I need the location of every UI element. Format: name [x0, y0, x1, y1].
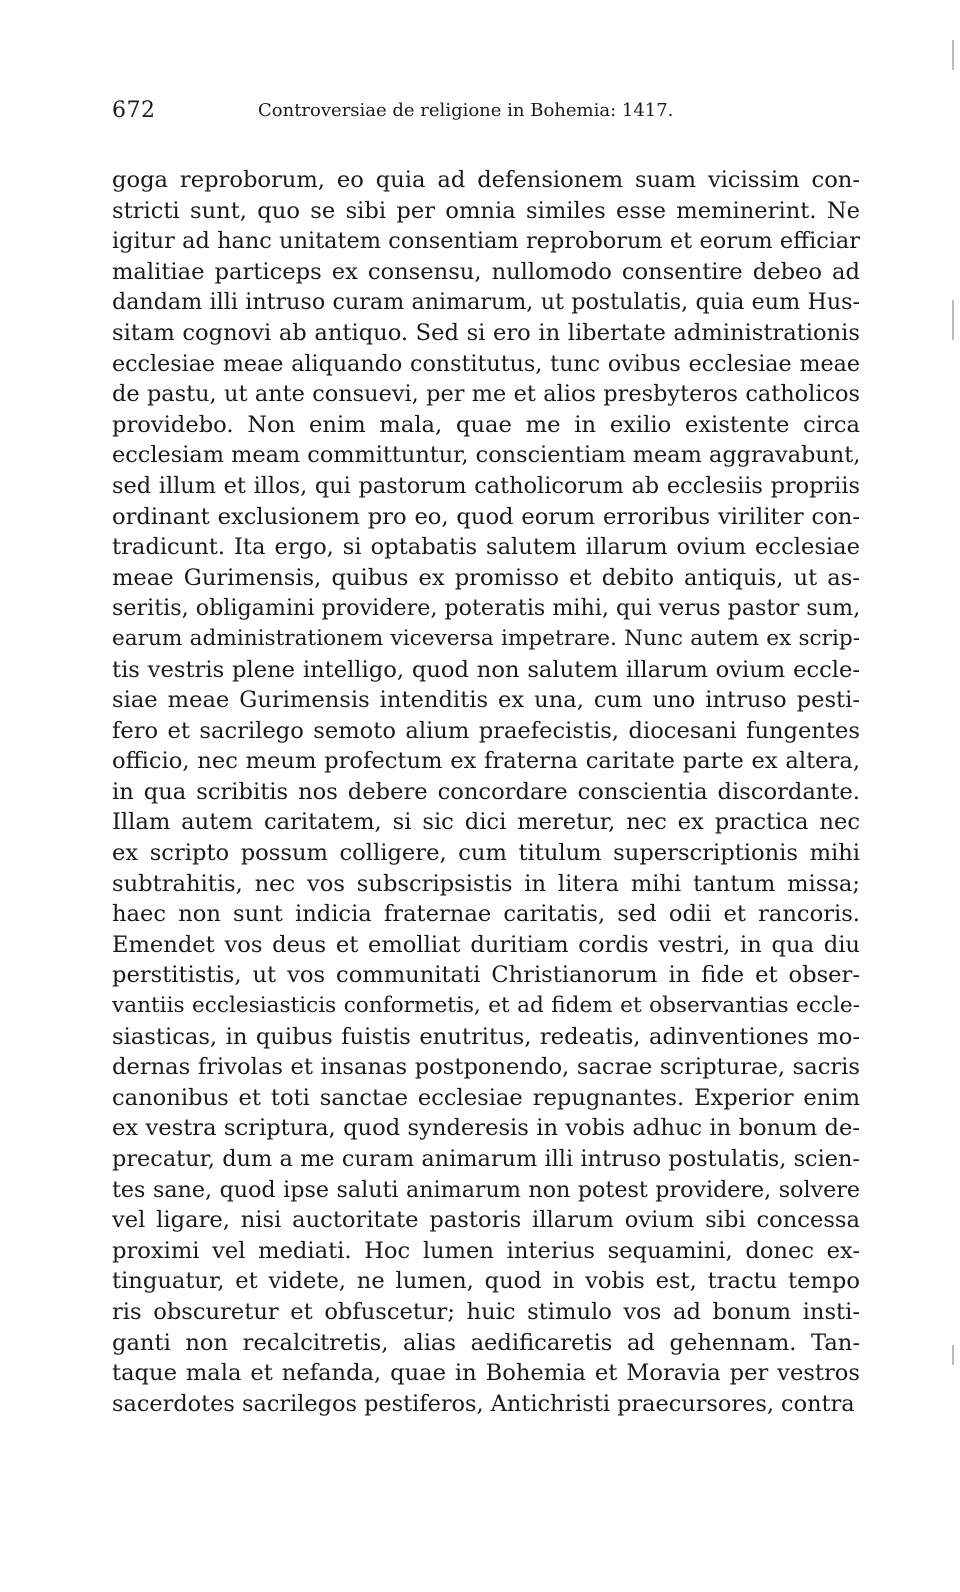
text-line: earum administrationem viceversa impetrare. Nunc autem ex scrip- — [112, 625, 860, 651]
text-line: dernas frivolas et insanas postponendo, sacrae scripturae, sacris — [112, 1054, 860, 1081]
text-line: tradicunt. Ita ergo, si optabatis salutem illarum ovium ecclesiae — [112, 534, 860, 561]
text-line: ex vestra scriptura, quod synderesis in vobis adhuc in bonum de- — [112, 1115, 860, 1142]
text-line: tis vestris plene intelligo, quod non salutem illarum ovium eccle- — [112, 656, 860, 683]
text-line: haec non sunt indicia fraternae caritatis, sed odii et rancoris. — [112, 901, 860, 928]
text-line: goga reproborum, eo quia ad defensionem suam vicissim con- — [112, 167, 860, 193]
text-line: subtrahitis, nec vos subscripsistis in litera mihi tantum missa; — [112, 870, 860, 897]
text-line: meae Gurimensis, quibus ex promisso et debito antiquis, ut as- — [112, 564, 860, 591]
text-line: precatur, dum a me curam animarum illi intruso postulatis, scien- — [112, 1146, 860, 1172]
text-line: providebo. Non enim mala, quae me in exilio existente circa — [112, 411, 860, 438]
text-line: ganti non recalcitretis, alias aedificaretis ad gehennam. Tan- — [112, 1329, 860, 1356]
text-line: igitur ad hanc unitatem consentiam reproborum et eorum efficiar — [112, 228, 860, 255]
text-line: dandam illi intruso curam animarum, ut postulatis, quia eum Hus- — [112, 289, 860, 316]
text-line: stricti sunt, quo se sibi per omnia similes esse meminerint. Ne — [112, 197, 860, 224]
text-line: Illam autem caritatem, si sic dici meretur, nec ex practica nec — [112, 809, 860, 836]
text-line: ris obscuretur et obfuscetur; huic stimulo vos ad bonum insti- — [112, 1298, 860, 1325]
text-line: siasticas, in quibus fuistis enutritus, redeatis, adinventiones mo- — [112, 1023, 860, 1050]
page-number: 672 — [112, 98, 156, 123]
text-line: officio, nec meum profectum ex fraterna caritate parte ex altera, — [112, 748, 860, 775]
page-edge-mark — [952, 40, 954, 70]
page-edge-mark — [952, 1345, 954, 1365]
running-title: Controversiae de religione in Bohemia: 1417. — [258, 100, 674, 121]
text-line: vantiis ecclesiasticis conformetis, et ad fidem et observantias eccle- — [112, 993, 860, 1019]
text-line: sitam cognovi ab antiquo. Sed si ero in libertate administrationis — [112, 319, 860, 346]
page-header — [112, 98, 860, 128]
text-line: vel ligare, nisi auctoritate pastoris illarum ovium sibi concessa — [112, 1207, 860, 1234]
body-text — [112, 165, 860, 1419]
text-line: siae meae Gurimensis intenditis ex una, cum uno intruso pesti- — [112, 687, 860, 714]
text-line: seritis, obligamini providere, poteratis mihi, qui verus pastor sum, — [112, 595, 861, 622]
text-line: fero et sacrilego semoto alium praefecistis, diocesani fungentes — [112, 717, 860, 744]
text-line: taque mala et nefanda, quae in Bohemia et Moravia per vestros — [112, 1360, 860, 1387]
text-line: ex scripto possum colligere, cum titulum superscriptionis mihi — [112, 840, 860, 867]
page-edge-mark — [952, 300, 954, 340]
text-line: malitiae particeps ex consensu, nullomodo consentire debeo ad — [112, 258, 860, 285]
text-line: tinguatur, et videte, ne lumen, quod in vobis est, tractu tempo — [112, 1268, 860, 1295]
text-line: perstitistis, ut vos communitati Christianorum in fide et obser- — [112, 962, 860, 989]
text-line: sacerdotes sacrilegos pestiferos, Antichristi praecursores, contra — [112, 1390, 855, 1417]
text-line: Emendet vos deus et emolliat duritiam cordis vestri, in qua diu — [112, 931, 860, 958]
text-line: tes sane, quod ipse saluti animarum non potest providere, solvere — [112, 1176, 860, 1203]
text-line: ecclesiae meae aliquando constitutus, tunc ovibus ecclesiae meae — [112, 350, 860, 377]
text-line: ordinant exclusionem pro eo, quod eorum erroribus viriliter con- — [112, 503, 860, 530]
text-line: sed illum et illos, qui pastorum catholicorum ab ecclesiis propriis — [112, 472, 860, 499]
text-line: de pastu, ut ante consuevi, per me et alios presbyteros catholicos — [112, 381, 860, 408]
text-line: ecclesiam meam committuntur, conscientiam meam aggravabunt, — [112, 442, 861, 469]
text-line: canonibus et toti sanctae ecclesiae repugnantes. Experior enim — [112, 1084, 860, 1111]
text-line: proximi vel mediati. Hoc lumen interius sequamini, donec ex- — [112, 1237, 860, 1264]
text-line: in qua scribitis nos debere concordare conscientia discordante. — [112, 778, 860, 805]
